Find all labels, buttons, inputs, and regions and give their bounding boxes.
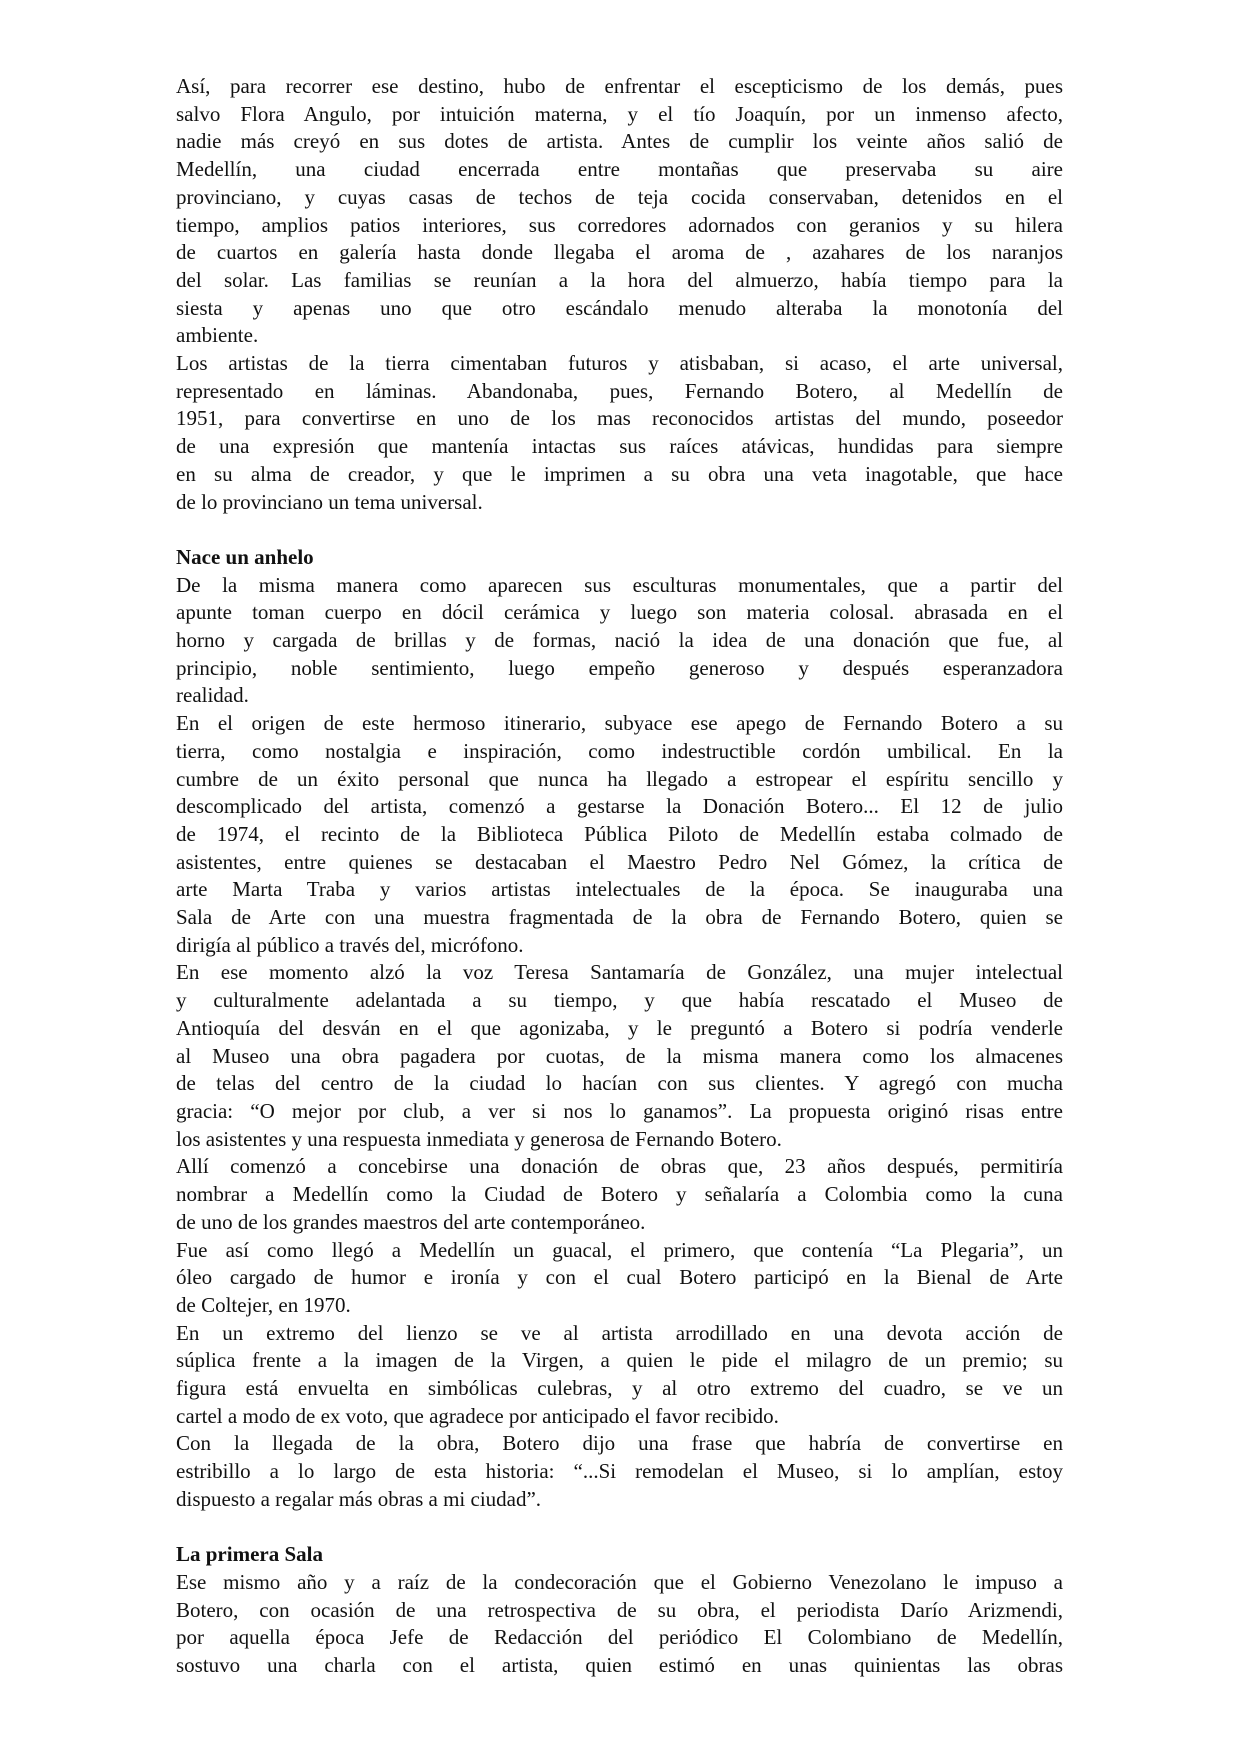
text-line: sostuvo una charla con el artista, quien estimó en unas quinientas las obras [176, 1653, 1063, 1678]
text-line: los asistentes y una respuesta inmediata y generosa de Fernando Botero. [176, 1126, 782, 1151]
section-heading: Nace un anhelo [176, 544, 314, 569]
text-line: dispuesto a regalar más obras a mi ciudad”. [176, 1486, 542, 1511]
text-line: Los artistas de la tierra cimentaban futuros y atisbaban, si acaso, el arte universal, [176, 351, 1063, 376]
text-line: dirigía al público a través del, micrófono. [176, 932, 524, 957]
text-line: tierra, como nostalgia e inspiración, como indestructible cordón umbilical. En la [176, 738, 1063, 763]
text-line: En el origen de este hermoso itinerario, subyace ese apego de Fernando Botero a su [176, 711, 1063, 736]
text-line: nadie más creyó en sus dotes de artista. Antes de cumplir los veinte años salió de [176, 129, 1063, 154]
text-line: de Coltejer, en 1970. [176, 1292, 351, 1317]
text-line: arte Marta Traba y varios artistas intelectuales de la época. Se inauguraba una [176, 877, 1063, 902]
text-line: Sala de Arte con una muestra fragmentada de la obra de Fernando Botero, quien se [176, 905, 1063, 930]
text-line: Así, para recorrer ese destino, hubo de enfrentar el escepticismo de los demás, pues [176, 74, 1063, 98]
text-column [176, 73, 1063, 1680]
text-line: de lo provinciano un tema universal. [176, 489, 483, 514]
text-line: De la misma manera como aparecen sus esculturas monumentales, que a partir del [176, 572, 1063, 597]
text-line: tiempo, amplios patios interiores, sus corredores adornados con geranios y su hilera [176, 212, 1063, 237]
text-line: de 1974, el recinto de la Biblioteca Pública Piloto de Medellín estaba colmado de [176, 821, 1063, 846]
text-line: asistentes, entre quienes se destacaban el Maestro Pedro Nel Gómez, la crítica de [176, 849, 1063, 874]
text-line: 1951, para convertirse en uno de los mas reconocidos artistas del mundo, poseedor [176, 406, 1063, 431]
text-line: En un extremo del lienzo se ve al artista arrodillado en una devota acción de [176, 1320, 1063, 1345]
text-line: Fue así como llegó a Medellín un guacal, el primero, que contenía “La Plegaria”, un [176, 1237, 1063, 1262]
text-line: Antioquía del desván en el que agonizaba, y le preguntó a Botero si podría venderle [176, 1015, 1063, 1040]
text-line: nombrar a Medellín como la Ciudad de Botero y señalaría a Colombia como la cuna [176, 1182, 1063, 1207]
text-line: Ese mismo año y a raíz de la condecoración que el Gobierno Venezolano le impuso a [176, 1569, 1063, 1594]
text-line: de una expresión que mantenía intactas sus raíces atávicas, hundidas para siempre [176, 434, 1063, 459]
text-line: provinciano, y cuyas casas de techos de teja cocida conservaban, detenidos en el [176, 184, 1063, 209]
section-heading: La primera Sala [176, 1542, 323, 1567]
text-line: Allí comenzó a concebirse una donación de obras que, 23 años después, permitiría [176, 1154, 1063, 1179]
text-line: por aquella época Jefe de Redacción del periódico El Colombiano de Medellín, [176, 1625, 1063, 1650]
text-line: en su alma de creador, y que le imprimen a su obra una veta inagotable, que hace [176, 461, 1063, 486]
text-line: descomplicado del artista, comenzó a gestarse la Donación Botero... El 12 de julio [176, 794, 1063, 819]
text-line: apunte toman cuerpo en dócil cerámica y luego son materia colosal. abrasada en el [176, 600, 1063, 625]
text-line: ambiente. [176, 323, 259, 348]
text-line: Botero, con ocasión de una retrospectiva de su obra, el periodista Darío Arizmendi, [176, 1597, 1063, 1622]
text-line: siesta y apenas uno que otro escándalo menudo alteraba la monotonía del [176, 295, 1063, 320]
text-line: Con la llegada de la obra, Botero dijo una frase que habría de convertirse en [176, 1431, 1063, 1456]
text-line: de cuartos en galería hasta donde llegaba el aroma de , azahares de los naranjos [176, 240, 1063, 265]
text-line: y culturalmente adelantada a su tiempo, y que había rescatado el Museo de [176, 988, 1063, 1013]
text-line: representado en láminas. Abandonaba, pues, Fernando Botero, al Medellín de [176, 378, 1063, 403]
text-line: al Museo una obra pagadera por cuotas, de la misma manera como los almacenes [176, 1043, 1063, 1068]
text-line: principio, noble sentimiento, luego empeño generoso y después esperanzadora [176, 655, 1063, 680]
text-line: del solar. Las familias se reunían a la hora del almuerzo, había tiempo para la [176, 267, 1063, 292]
text-line: salvo Flora Angulo, por intuición materna, y el tío Joaquín, por un inmenso afecto, [176, 101, 1063, 126]
text-line: cartel a modo de ex voto, que agradece por anticipado el favor recibido. [176, 1403, 779, 1428]
text-line: figura está envuelta en simbólicas culebras, y al otro extremo del cuadro, se ve un [176, 1376, 1063, 1401]
text-line: óleo cargado de humor e ironía y con el cual Botero participó en la Bienal de Arte [176, 1265, 1063, 1290]
text-line: Medellín, una ciudad encerrada entre montañas que preservaba su aire [176, 157, 1063, 182]
text-line: cumbre de un éxito personal que nunca ha llegado a estropear el espíritu sencillo y [176, 766, 1063, 791]
text-line: gracia: “O mejor por club, a ver si nos lo ganamos”. La propuesta originó risas entre [176, 1099, 1063, 1123]
text-line: En ese momento alzó la voz Teresa Santamaría de González, una mujer intelectual [176, 960, 1063, 985]
text-line: estribillo a lo largo de esta historia: “...Si remodelan el Museo, si lo amplían, estoy [176, 1459, 1063, 1484]
text-line: súplica frente a la imagen de la Virgen, a quien le pide el milagro de un premio; su [176, 1348, 1063, 1373]
text-line: horno y cargada de brillas y de formas, nació la idea de una donación que fue, al [176, 628, 1063, 653]
text-line: de telas del centro de la ciudad lo hacían con sus clientes. Y agregó con mucha [176, 1071, 1063, 1096]
text-line: de uno de los grandes maestros del arte contemporáneo. [176, 1209, 646, 1234]
text-line: realidad. [176, 683, 249, 708]
